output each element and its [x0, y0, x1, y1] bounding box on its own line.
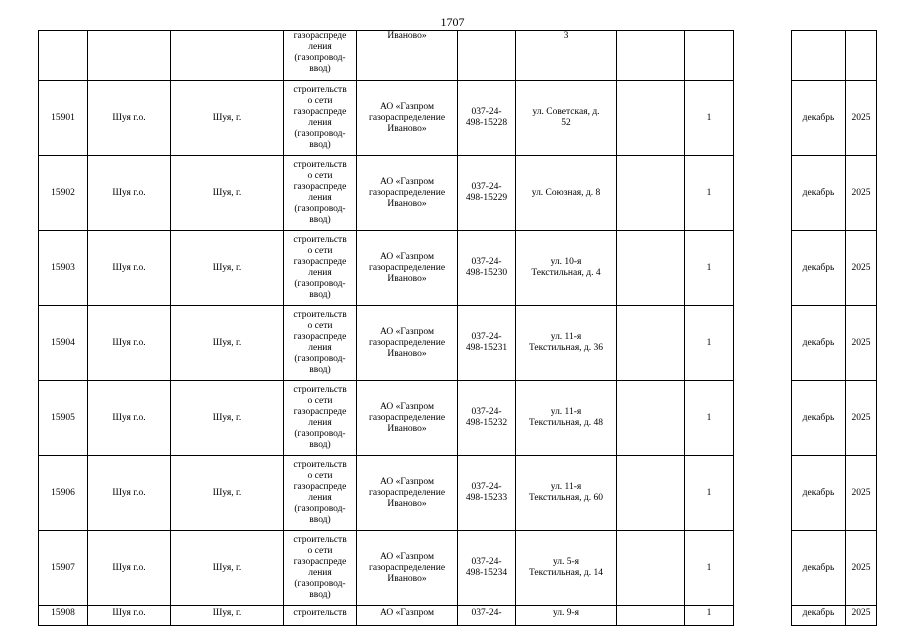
- code-line: 037-24-: [471, 407, 502, 417]
- address-line: ул. 10-я: [550, 257, 582, 267]
- qty-line: 1: [706, 562, 712, 573]
- cell-code: [458, 531, 516, 606]
- type-line: (газопровод-: [294, 504, 346, 514]
- cell-type: [284, 81, 357, 156]
- type-line: строительств: [293, 460, 347, 470]
- table-row: [39, 381, 877, 456]
- cell-qty: [685, 306, 734, 381]
- cell-id: [39, 156, 88, 231]
- cell-year: [846, 456, 877, 531]
- type-line: о сети: [307, 96, 333, 106]
- organization-line: Иваново»: [387, 123, 427, 134]
- organization-line: АО «Газпром: [379, 476, 434, 487]
- cell-district: [88, 31, 171, 81]
- qty-line: 1: [706, 487, 712, 498]
- cell-code: [458, 456, 516, 531]
- type-line: ления: [308, 42, 332, 52]
- cell-address: [516, 531, 617, 606]
- address-line: ул. Советская, д.: [532, 107, 600, 117]
- qty-line: 1: [706, 262, 712, 273]
- cell-address: [516, 606, 617, 626]
- type-line: (газопровод-: [294, 354, 346, 364]
- cell-address: [516, 156, 617, 231]
- cell-month: [792, 531, 846, 606]
- cell-month: [792, 456, 846, 531]
- table-row: [39, 531, 877, 606]
- type-line: строительств: [293, 385, 347, 395]
- page-number: 1707: [440, 15, 465, 29]
- address-line: ул. 11-я: [550, 482, 582, 492]
- code-line: 037-24-: [471, 332, 502, 342]
- qty-line: 1: [706, 608, 712, 618]
- type-line: газораспреде: [293, 407, 347, 417]
- cell-district: [88, 156, 171, 231]
- type-line: (газопровод-: [294, 129, 346, 139]
- id-line: 15904: [51, 337, 75, 348]
- type-line: ления: [308, 268, 332, 278]
- cell-month: [792, 81, 846, 156]
- cell-year: [846, 381, 877, 456]
- qty-line: 1: [706, 337, 712, 348]
- organization-line: АО «Газпром: [379, 326, 434, 337]
- cell-gap: [734, 231, 792, 306]
- year-line: 2025: [851, 608, 871, 618]
- cell-district: [88, 231, 171, 306]
- code-line: 498-15230: [465, 268, 508, 278]
- table-row: [39, 456, 877, 531]
- cell-gap: [734, 31, 792, 81]
- cell-type: [284, 156, 357, 231]
- type-line: о сети: [307, 471, 333, 481]
- organization-line: АО «Газпром: [379, 251, 434, 262]
- table-row: [39, 81, 877, 156]
- type-line: газораспреде: [293, 557, 347, 567]
- year-line: 2025: [851, 187, 871, 198]
- organization-line: АО «Газпром: [379, 401, 434, 412]
- cell-month: [792, 156, 846, 231]
- address-line: 52: [561, 118, 571, 128]
- code-line: 498-15232: [465, 418, 508, 428]
- cell-extra: [617, 531, 685, 606]
- cell-district: [88, 531, 171, 606]
- cell-type: [284, 531, 357, 606]
- organization-line: Иваново»: [387, 273, 427, 284]
- cell-settlement: [171, 31, 284, 81]
- cell-gap: [734, 81, 792, 156]
- cell-organization: [357, 81, 458, 156]
- organization-line: газораспределение: [368, 562, 446, 573]
- type-line: о сети: [307, 321, 333, 331]
- organization-line: газораспределение: [368, 187, 446, 198]
- cell-year: [846, 31, 877, 81]
- cell-month: [792, 306, 846, 381]
- cell-qty: [685, 31, 734, 81]
- type-line: ввод): [309, 215, 331, 225]
- code-line: 037-24-: [471, 557, 502, 567]
- cell-extra: [617, 231, 685, 306]
- cell-settlement: [171, 231, 284, 306]
- cell-settlement: [171, 381, 284, 456]
- settlement-line: Шуя, г.: [212, 262, 242, 273]
- cell-organization: [357, 156, 458, 231]
- cell-type: [284, 381, 357, 456]
- id-line: 15907: [51, 562, 75, 573]
- type-line: (газопровод-: [294, 279, 346, 289]
- type-line: о сети: [307, 396, 333, 406]
- month-line: декабрь: [802, 187, 835, 198]
- id-line: 15903: [51, 262, 75, 273]
- cell-district: [88, 606, 171, 626]
- qty-line: 1: [706, 112, 712, 123]
- organization-line: газораспределение: [368, 262, 446, 273]
- cell-id: [39, 531, 88, 606]
- address-line: Текстильная, д. 48: [528, 418, 604, 428]
- cell-organization: [357, 31, 458, 81]
- cell-address: [516, 381, 617, 456]
- address-line: Текстильная, д. 36: [528, 343, 604, 353]
- organization-line: Иваново»: [387, 573, 427, 584]
- address-line: Текстильная, д. 60: [528, 493, 604, 503]
- cell-type: [284, 606, 357, 626]
- type-line: газораспреде: [293, 257, 347, 267]
- month-line: декабрь: [802, 262, 835, 273]
- settlement-line: Шуя, г.: [212, 562, 242, 573]
- cell-organization: [357, 306, 458, 381]
- district-line: Шуя г.о.: [112, 262, 146, 273]
- district-line: Шуя г.о.: [112, 337, 146, 348]
- type-line: газораспреде: [293, 31, 347, 41]
- cell-organization: [357, 456, 458, 531]
- cell-settlement: [171, 156, 284, 231]
- cell-settlement: [171, 606, 284, 626]
- year-line: 2025: [851, 262, 871, 273]
- month-line: декабрь: [802, 412, 835, 423]
- type-line: ввод): [309, 590, 331, 600]
- cell-code: [458, 306, 516, 381]
- cell-extra: [617, 31, 685, 81]
- cell-id: [39, 81, 88, 156]
- cell-month: [792, 31, 846, 81]
- organization-line: Иваново»: [387, 198, 427, 209]
- qty-line: 1: [706, 412, 712, 423]
- cell-year: [846, 231, 877, 306]
- type-line: газораспреде: [293, 182, 347, 192]
- settlement-line: Шуя, г.: [212, 487, 242, 498]
- type-line: строительств: [293, 310, 347, 320]
- cell-qty: [685, 606, 734, 626]
- type-line: ввод): [309, 440, 331, 450]
- table-row: [39, 156, 877, 231]
- type-line: (газопровод-: [294, 429, 346, 439]
- code-line: 037-24-: [471, 482, 502, 492]
- district-line: Шуя г.о.: [112, 487, 146, 498]
- cell-settlement: [171, 456, 284, 531]
- cell-gap: [734, 381, 792, 456]
- organization-line: АО «Газпром: [379, 101, 434, 112]
- type-line: строительств: [293, 160, 347, 170]
- cell-code: [458, 606, 516, 626]
- cell-year: [846, 606, 877, 626]
- type-line: ления: [308, 343, 332, 353]
- address-line: ул. Союзная, д. 8: [531, 187, 601, 198]
- cell-id: [39, 381, 88, 456]
- code-line: 498-15233: [465, 493, 508, 503]
- cell-month: [792, 606, 846, 626]
- code-line: 498-15234: [465, 568, 508, 578]
- cell-extra: [617, 456, 685, 531]
- address-line: ул. 5-я: [552, 557, 580, 567]
- type-line: ввод): [309, 365, 331, 375]
- code-line: 037-24-: [471, 107, 502, 117]
- cell-address: [516, 31, 617, 81]
- id-line: 15906: [51, 487, 75, 498]
- type-line: ления: [308, 118, 332, 128]
- cell-district: [88, 81, 171, 156]
- type-line: ввод): [309, 64, 331, 74]
- type-line: ления: [308, 568, 332, 578]
- cell-type: [284, 231, 357, 306]
- cell-settlement: [171, 306, 284, 381]
- cell-district: [88, 381, 171, 456]
- organization-line: газораспределение: [368, 487, 446, 498]
- cell-extra: [617, 81, 685, 156]
- month-line: декабрь: [802, 487, 835, 498]
- cell-address: [516, 81, 617, 156]
- type-line: строительств: [293, 235, 347, 245]
- type-line: строительств: [293, 85, 347, 95]
- cell-district: [88, 456, 171, 531]
- code-line: 498-15229: [465, 193, 508, 203]
- type-line: о сети: [307, 246, 333, 256]
- year-line: 2025: [851, 112, 871, 123]
- cell-id: [39, 231, 88, 306]
- cell-organization: [357, 231, 458, 306]
- type-line: (газопровод-: [294, 579, 346, 589]
- cell-type: [284, 456, 357, 531]
- table-row-continuation: [39, 31, 877, 81]
- type-line: ления: [308, 493, 332, 503]
- cell-qty: [685, 531, 734, 606]
- cell-extra: [617, 306, 685, 381]
- organization-line: АО «Газпром: [379, 608, 434, 618]
- district-line: Шуя г.о.: [112, 412, 146, 423]
- organization-line: Иваново»: [387, 498, 427, 509]
- cell-code: [458, 381, 516, 456]
- organization-line: АО «Газпром: [379, 176, 434, 187]
- cell-settlement: [171, 81, 284, 156]
- cell-qty: [685, 81, 734, 156]
- code-line: 037-24-: [471, 608, 502, 618]
- settlement-line: Шуя, г.: [212, 608, 242, 618]
- type-line: газораспреде: [293, 482, 347, 492]
- district-line: Шуя г.о.: [112, 112, 146, 123]
- type-line: ввод): [309, 140, 331, 150]
- organization-line: газораспределение: [368, 412, 446, 423]
- organization-line: Иваново»: [387, 423, 427, 434]
- type-line: строительств: [293, 535, 347, 545]
- cell-gap: [734, 156, 792, 231]
- address-line: ул. 11-я: [550, 332, 582, 342]
- address-line: 3: [563, 31, 569, 41]
- type-line: (газопровод-: [294, 204, 346, 214]
- cell-year: [846, 531, 877, 606]
- month-line: декабрь: [802, 608, 835, 618]
- cell-address: [516, 456, 617, 531]
- type-line: газораспреде: [293, 107, 347, 117]
- cell-organization: [357, 531, 458, 606]
- year-line: 2025: [851, 412, 871, 423]
- id-line: 15908: [51, 608, 75, 618]
- type-line: о сети: [307, 171, 333, 181]
- organization-line: газораспределение: [368, 337, 446, 348]
- cell-qty: [685, 381, 734, 456]
- type-line: о сети: [307, 546, 333, 556]
- year-line: 2025: [851, 487, 871, 498]
- settlement-line: Шуя, г.: [212, 337, 242, 348]
- cell-id: [39, 31, 88, 81]
- cell-id: [39, 306, 88, 381]
- cell-organization: [357, 381, 458, 456]
- cell-district: [88, 306, 171, 381]
- district-line: Шуя г.о.: [112, 608, 146, 618]
- cell-code: [458, 31, 516, 81]
- table-row-partial: [39, 606, 877, 626]
- code-line: 037-24-: [471, 257, 502, 267]
- address-line: ул. 9-я: [552, 608, 580, 618]
- type-line: (газопровод-: [294, 53, 346, 63]
- cell-settlement: [171, 531, 284, 606]
- year-line: 2025: [851, 562, 871, 573]
- qty-line: 1: [706, 187, 712, 198]
- cell-qty: [685, 456, 734, 531]
- cell-month: [792, 231, 846, 306]
- month-line: декабрь: [802, 337, 835, 348]
- cell-gap: [734, 606, 792, 626]
- type-line: ления: [308, 193, 332, 203]
- id-line: 15902: [51, 187, 75, 198]
- cell-organization: [357, 606, 458, 626]
- district-line: Шуя г.о.: [112, 562, 146, 573]
- cell-gap: [734, 531, 792, 606]
- code-line: 498-15228: [465, 118, 508, 128]
- cell-extra: [617, 381, 685, 456]
- cell-address: [516, 231, 617, 306]
- type-line: ввод): [309, 515, 331, 525]
- cell-gap: [734, 456, 792, 531]
- organization-line: газораспределение: [368, 112, 446, 123]
- cell-qty: [685, 156, 734, 231]
- cell-code: [458, 156, 516, 231]
- settlement-line: Шуя, г.: [212, 112, 242, 123]
- cell-month: [792, 381, 846, 456]
- code-line: 498-15231: [465, 343, 508, 353]
- cell-year: [846, 156, 877, 231]
- organization-line: Иваново»: [387, 348, 427, 359]
- cell-code: [458, 81, 516, 156]
- cell-gap: [734, 306, 792, 381]
- month-line: декабрь: [802, 112, 835, 123]
- cell-year: [846, 81, 877, 156]
- type-line: ввод): [309, 290, 331, 300]
- cell-code: [458, 231, 516, 306]
- address-line: ул. 11-я: [550, 407, 582, 417]
- id-line: 15901: [51, 112, 75, 123]
- registry-table: [38, 30, 877, 626]
- table-row: [39, 231, 877, 306]
- cell-address: [516, 306, 617, 381]
- address-line: Текстильная, д. 14: [528, 568, 604, 578]
- cell-qty: [685, 231, 734, 306]
- type-line: ления: [308, 418, 332, 428]
- cell-extra: [617, 156, 685, 231]
- cell-id: [39, 456, 88, 531]
- cell-year: [846, 306, 877, 381]
- cell-id: [39, 606, 88, 626]
- code-line: 037-24-: [471, 182, 502, 192]
- district-line: Шуя г.о.: [112, 187, 146, 198]
- cell-type: [284, 306, 357, 381]
- cell-extra: [617, 606, 685, 626]
- organization-line: АО «Газпром: [379, 551, 434, 562]
- year-line: 2025: [851, 337, 871, 348]
- address-line: Текстильная, д. 4: [531, 268, 601, 278]
- cell-type: [284, 31, 357, 81]
- org-line: Иваново»: [387, 31, 427, 41]
- table-row: [39, 306, 877, 381]
- id-line: 15905: [51, 412, 75, 423]
- settlement-line: Шуя, г.: [212, 412, 242, 423]
- month-line: декабрь: [802, 562, 835, 573]
- type-line: газораспреде: [293, 332, 347, 342]
- type-line: строительств: [293, 608, 347, 618]
- settlement-line: Шуя, г.: [212, 187, 242, 198]
